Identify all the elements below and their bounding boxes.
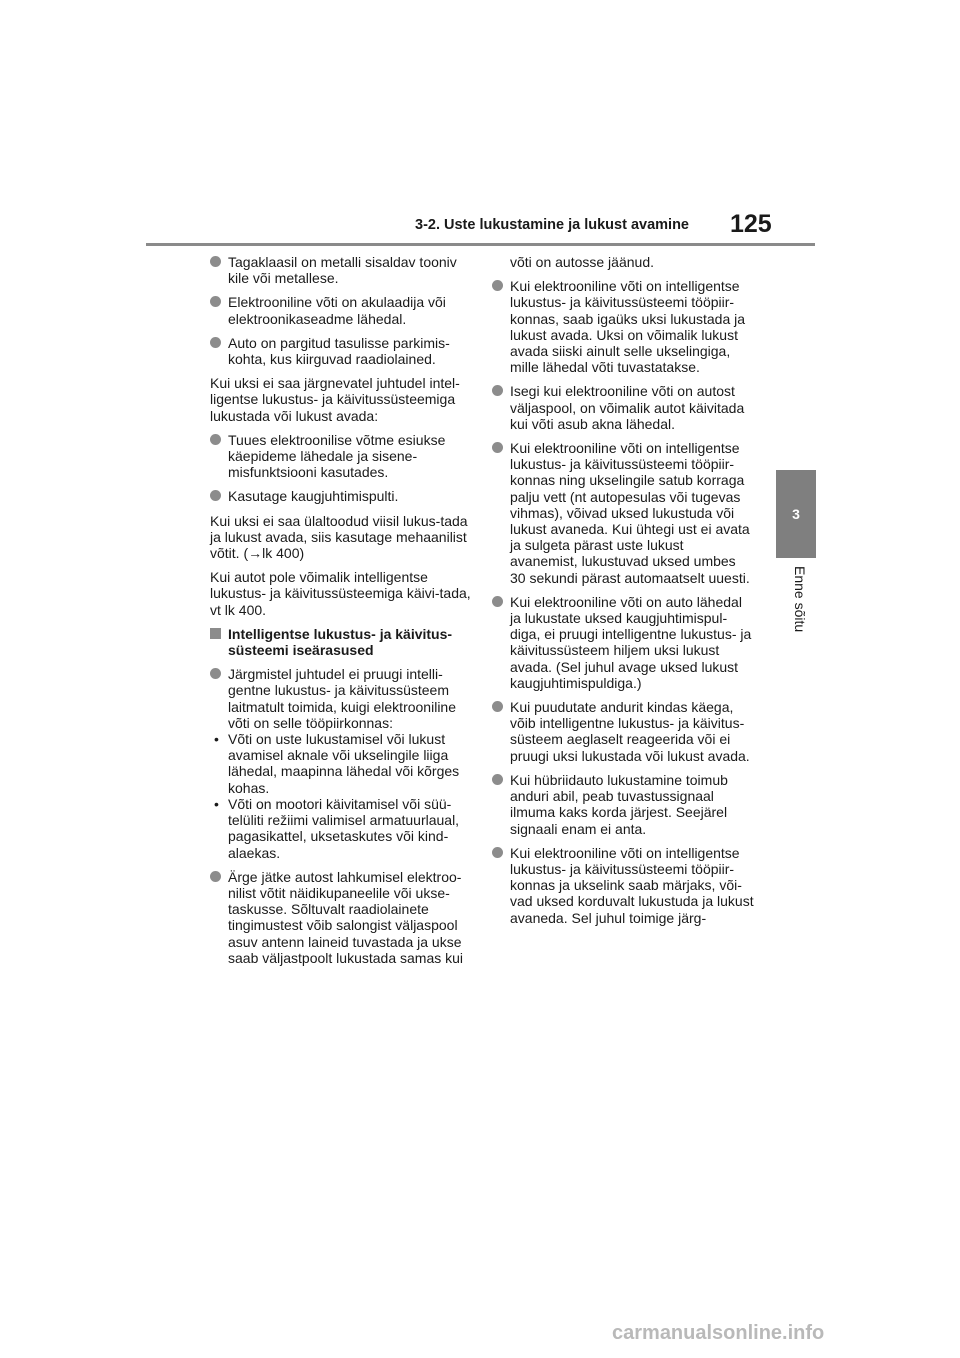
right-column: [492, 254, 754, 934]
circle-bullet-icon: [492, 701, 503, 712]
bullet-item: [210, 335, 472, 367]
left-column: [210, 254, 472, 974]
sub-list-item: [210, 796, 472, 861]
bullet-item: [210, 869, 472, 966]
circle-bullet-icon: [492, 442, 503, 453]
bullet-text: Kui hübriidauto lukustamine toimub anduri abil, peab tuvastussignaal ilmuma kaks korda järjest. Seejärel signaali enam ei anta.: [510, 771, 728, 837]
dot-bullet-icon: •: [214, 731, 219, 748]
paragraph: Kui autot pole võimalik intelligentse lukustus- ja käivitussüsteemiga käivi-tada, vt lk 400.: [210, 569, 471, 618]
circle-bullet-icon: [210, 434, 221, 445]
bullet-text: Kui elektrooniline võti on intelligentse lukustus- ja käivitussüsteemi tööpiir-konnas, saab igaüks uksi lukustada ja lukust avada. Uksi on võimalik lukust avada siiski ainult selle ukselingiga, mille lähedal võti tuvastatakse.: [510, 278, 746, 376]
circle-bullet-icon: [210, 490, 221, 501]
bullet-item: [492, 594, 754, 691]
square-bullet-icon: [210, 628, 221, 639]
chapter-tab: [776, 470, 816, 558]
circle-bullet-icon: [210, 871, 221, 882]
sub-list-item: [210, 731, 472, 796]
sub-text: Võti on mootori käivitamisel või süü-telüliti režiimi valimisel armatuurlaual, pagasikattel, uksetaskutes või kind-alaekas.: [228, 795, 460, 861]
chapter-title: Enne sõitu: [792, 566, 808, 633]
dot-bullet-icon: •: [214, 795, 219, 812]
bullet-text: Järgmistel juhtudel ei pruugi intelli-gentne lukustus- ja käivitussüsteem laitmatult toimida, kuigi elektrooniline võti on selle tööpiirkonnas:: [228, 666, 456, 731]
bullet-text: Kui elektrooniline võti on intelligentse lukustus- ja käivitussüsteemi tööpiir-konnas ja ukselink saab märjaks, või-vad uksed korduvalt lukustuda ja lukust avaneda. Sel juhul toimige järg-: [510, 844, 754, 926]
circle-bullet-icon: [210, 668, 221, 679]
bullet-item: [210, 294, 472, 326]
circle-bullet-icon: [492, 847, 503, 858]
circle-bullet-icon: [492, 280, 503, 291]
circle-bullet-icon: [492, 774, 503, 785]
bullet-item: [210, 666, 472, 731]
section-title: 3-2. Uste lukustamine ja lukust avamine: [415, 217, 689, 233]
bullet-item: [492, 440, 754, 586]
circle-bullet-icon: [492, 385, 503, 396]
watermark: carmanualsonline.info: [612, 1322, 825, 1344]
circle-bullet-icon: [210, 296, 221, 307]
chapter-number: 3: [792, 506, 800, 522]
bullet-item: [492, 699, 754, 764]
paragraph: Kui uksi ei saa järgnevatel juhtudel intel-ligentse lukustus- ja käivitussüsteemiga lukustada või lukust avada:: [210, 375, 460, 424]
bullet-text: Tagaklaasil on metalli sisaldav tooniv kile või metallese.: [228, 254, 457, 287]
bullet-text: Auto on pargitud tasulisse parkimis-kohta, kus kiirguvad raadiolained.: [228, 334, 450, 368]
bullet-text: Kui elektrooniline võti on intelligentse lukustus- ja käivitussüsteemi tööpiir-konnas ning ukselingile satub korraga palju vett (nt autopesulas või tugevas vihmas), võivad uksed lukustuda või lukust avaneda. Kui ühtegi ust ei avata ja sulgeta pärast uste lukust avanemist, lukustuvad uksed umbes 30 sekundi pärast automaatselt uuesti.: [510, 440, 750, 586]
bullet-text: Kui puudutate andurit kindas käega, võib intelligentne lukustus- ja käivitus-süsteem aeglaselt reageerida või ei pruugi uksi lukustada või lukust avada.: [510, 699, 750, 764]
bullet-text: Kui elektrooniline võti on auto lähedal ja lukustate uksed kaugjuhtimispul-diga, ei pruugi intelligentne lukustus- ja käivitussüsteem hiljem uksi lukust avada. (Sel juhul avage uksed lukust kaugjuhtimispuldiga.): [510, 593, 752, 691]
bullet-item: [492, 383, 754, 432]
page-number: 125: [730, 210, 772, 238]
bullet-text: Elektrooniline võti on akulaadija või elektroonikaseadme lähedal.: [228, 294, 446, 327]
bullet-item: [210, 254, 472, 286]
header-rule: [146, 243, 815, 246]
circle-bullet-icon: [210, 256, 221, 267]
paragraph: Kui uksi ei saa ülaltoodud viisil lukus-tada ja lukust avada, siis kasutage mehaanilist võtit. (→lk 400): [210, 512, 468, 562]
sub-text: Võti on uste lukustamisel või lukust avamisel aknale või ukselingile liiga lähedal, maapinna lähedal või kõrges kohas.: [228, 731, 460, 796]
section-heading: [210, 626, 472, 658]
bullet-item: [210, 488, 472, 504]
bullet-text: Kasutage kaugjuhtimispulti.: [228, 488, 399, 505]
bullet-item: [492, 278, 754, 375]
bullet-item: [210, 432, 472, 481]
circle-bullet-icon: [492, 596, 503, 607]
bullet-item: [492, 845, 754, 926]
bullet-text: Isegi kui elektrooniline võti on autost väljaspool, on võimalik autot käivitada kui võti asub akna lähedal.: [510, 383, 745, 432]
continued-text: võti on autosse jäänud.: [510, 254, 654, 270]
heading-text: Intelligentse lukustus- ja käivitus-süsteemi iseärasused: [228, 625, 453, 659]
bullet-item: [492, 772, 754, 837]
bullet-text: Ärge jätke autost lahkumisel elektroo-nilist võtit näidikupaneelile või ukse-taskusse. Sõltuvalt raadiolainete tingimustest võib salongist väljaspool asuv antenn laineid tuvastada ja ukse saab väljastpoolt lukustada samas kui: [228, 868, 464, 966]
bullet-text: Tuues elektroonilise võtme esiukse käepideme lähedale ja sisene-misfunktsiooni kasutades.: [228, 431, 446, 481]
circle-bullet-icon: [210, 337, 221, 348]
